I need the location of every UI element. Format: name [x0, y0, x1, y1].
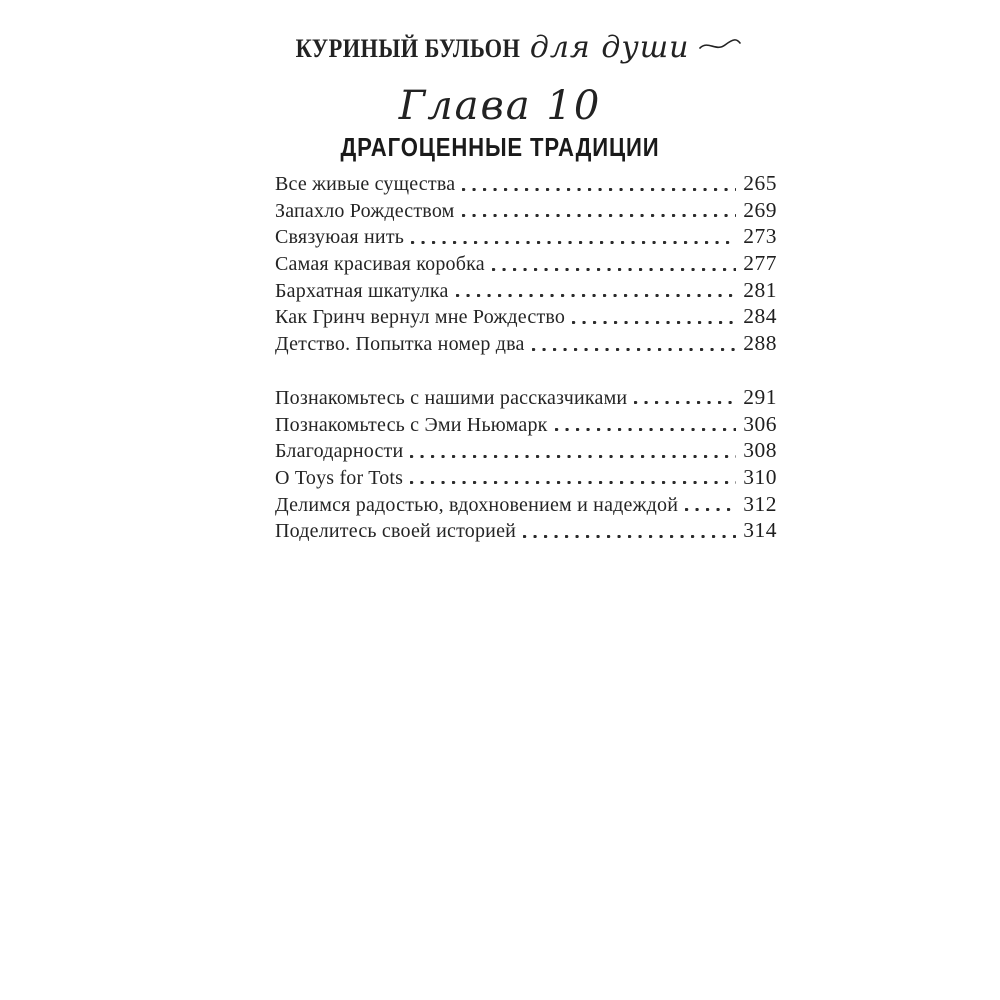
book-brand-header — [0, 30, 1000, 65]
toc-entry-title: Бархатная шкатулка — [275, 279, 449, 302]
toc-entry-page-number: 281 — [743, 277, 777, 302]
toc-row — [275, 331, 777, 358]
toc-row — [275, 518, 777, 545]
toc-entry-page-number: 306 — [743, 411, 777, 436]
chapter-heading — [0, 82, 1000, 162]
brand-script-text: для души — [529, 30, 690, 65]
dot-leader — [522, 518, 736, 545]
toc-entry-title: Делимся радостью, вдохновением и надеждой — [275, 493, 679, 516]
toc-entry-title: Все живые существа — [275, 173, 456, 195]
dot-leader — [633, 385, 736, 412]
toc-row — [275, 278, 777, 305]
toc-entry-title: Благодарности — [275, 440, 404, 463]
dot-leader — [461, 171, 736, 198]
toc-row — [275, 304, 777, 331]
toc-entry-page-number: 277 — [743, 251, 777, 276]
brand-title: КУРИНЫЙ БУЛЬОН — [295, 34, 520, 63]
dot-leader — [571, 304, 736, 331]
toc-row — [275, 198, 777, 225]
toc-row — [275, 412, 777, 439]
toc-entry-title: Связуюая нить — [275, 226, 405, 249]
toc-entry-title: Поделитесь своей историей — [275, 520, 517, 543]
dot-leader — [410, 224, 736, 251]
toc-entry-title: Познакомьтесь с Эми Ньюмарк — [275, 413, 548, 436]
dot-leader — [684, 492, 736, 519]
dot-leader — [461, 198, 737, 225]
toc-entry-page-number: 308 — [743, 438, 777, 463]
toc-entry-page-number: 284 — [743, 304, 777, 329]
toc-row — [275, 171, 777, 198]
toc-row — [275, 224, 777, 251]
toc-entry-title: Как Гринч вернул мне Рождество — [275, 306, 566, 329]
toc-row — [275, 385, 777, 412]
dot-leader — [491, 251, 736, 278]
toc-entry-page-number: 291 — [743, 384, 777, 409]
toc-entry-title: О Toys for Tots — [275, 466, 404, 489]
toc-entry-page-number: 288 — [743, 331, 777, 356]
toc-entry-page-number: 265 — [743, 171, 777, 195]
dot-leader — [409, 438, 736, 465]
toc-row — [275, 465, 777, 492]
toc-row — [275, 251, 777, 278]
toc-entry-page-number: 273 — [743, 224, 777, 249]
chapter-number-script: Глава 10 — [398, 83, 602, 129]
toc-row — [275, 438, 777, 465]
brand-flourish-swash — [699, 37, 741, 53]
toc-entry-title: Детство. Попытка номер два — [275, 333, 525, 356]
toc-entry-title: Самая красивая коробка — [275, 253, 485, 276]
toc-entry-title: Познакомьтесь с нашими рассказчиками — [275, 386, 628, 409]
toc-row — [275, 492, 777, 519]
dot-leader — [531, 331, 737, 358]
dot-leader — [409, 465, 736, 492]
chapter-title: ДРАГОЦЕННЫЕ ТРАДИЦИИ — [340, 132, 660, 162]
toc-section — [275, 171, 777, 358]
dot-leader — [455, 278, 737, 305]
toc-entry-title: Запахло Рождеством — [275, 199, 455, 222]
toc-entry-page-number: 314 — [743, 518, 777, 543]
dot-leader — [554, 412, 737, 439]
toc-section — [275, 385, 777, 545]
toc-entry-page-number: 269 — [743, 197, 777, 222]
toc-entry-page-number: 312 — [743, 491, 777, 516]
toc-entry-page-number: 310 — [743, 464, 777, 489]
table-of-contents — [275, 171, 777, 545]
